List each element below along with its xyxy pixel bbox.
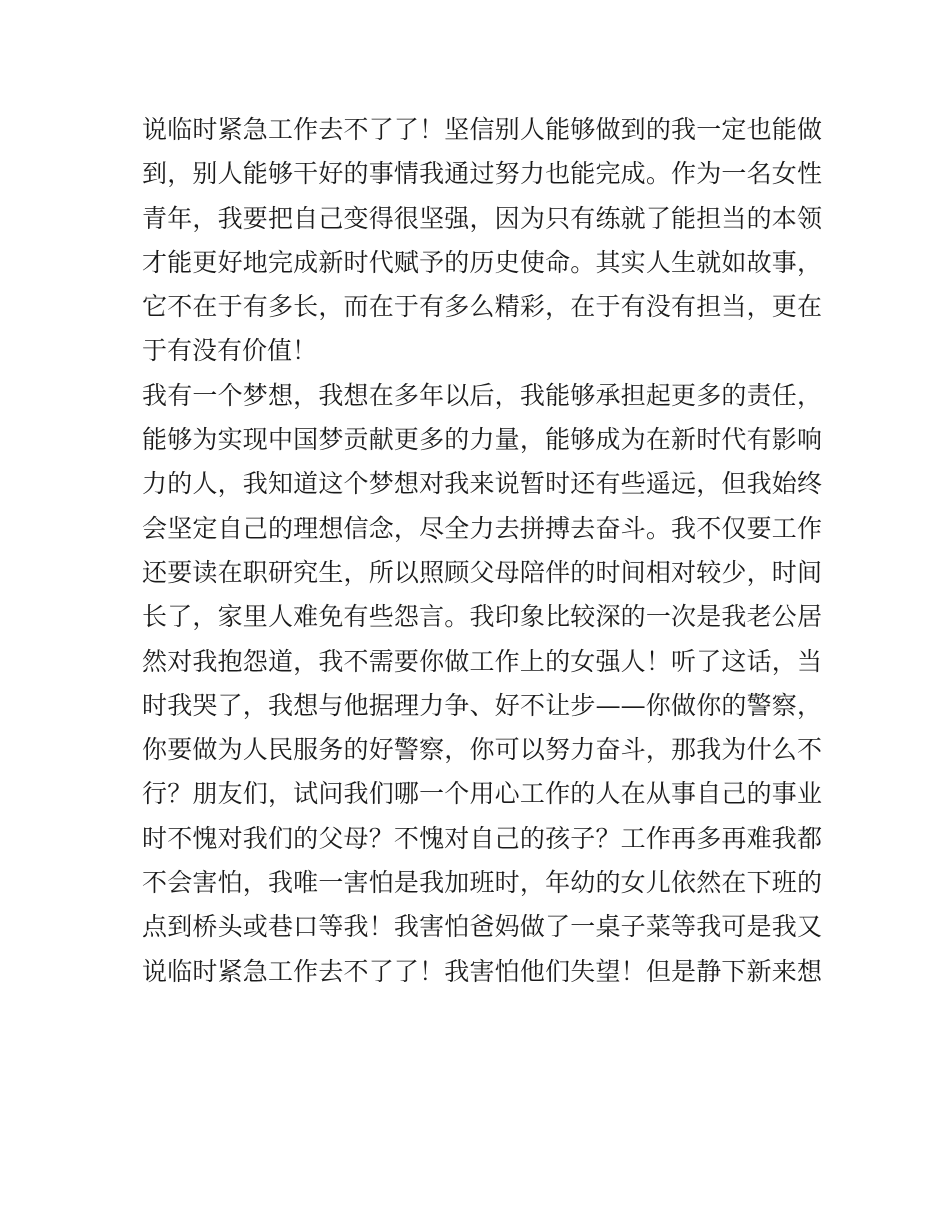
text-line: 时我哭了，我想与他据理力争、好不让步——你做你的警察， [142, 690, 822, 720]
text-line: 还要读在职研究生，所以照顾父母陪伴的时间相对较少，时间 [142, 557, 822, 587]
text-line: 到，别人能够干好的事情我通过努力也能完成。作为一名女性 [142, 159, 822, 189]
text-line: 然对我抱怨道，我不需要你做工作上的女强人！听了这话，当 [142, 646, 822, 676]
text-line: 你要做为人民服务的好警察，你可以努力奋斗，那我为什么不 [142, 735, 822, 765]
text-line: 不会害怕，我唯一害怕是我加班时，年幼的女儿依然在下班的 [142, 868, 822, 898]
text-line: 青年，我要把自己变得很坚强，因为只有练就了能担当的本领 [142, 203, 822, 233]
text-line: 我有一个梦想，我想在多年以后，我能够承担起更多的责任， [142, 380, 822, 410]
text-line: 力的人，我知道这个梦想对我来说暂时还有些遥远，但我始终 [142, 469, 822, 499]
text-line: 说临时紧急工作去不了了！我害怕他们失望！但是静下新来想 [142, 956, 822, 986]
body-text [142, 108, 822, 994]
text-line: 点到桥头或巷口等我！我害怕爸妈做了一桌子菜等我可是我又 [142, 912, 822, 942]
text-line: 长了，家里人难免有些怨言。我印象比较深的一次是我老公居 [142, 602, 822, 632]
text-line: 它不在于有多长，而在于有多么精彩，在于有没有担当，更在 [142, 292, 822, 322]
text-line: 会坚定自己的理想信念，尽全力去拼搏去奋斗。我不仅要工作 [142, 513, 822, 543]
text-line: 能够为实现中国梦贡献更多的力量，能够成为在新时代有影响 [142, 425, 822, 455]
text-line: 时不愧对我们的父母？不愧对自己的孩子？工作再多再难我都 [142, 823, 822, 853]
text-line: 于有没有价值！ [142, 336, 318, 366]
text-line: 才能更好地完成新时代赋予的历史使命。其实人生就如故事， [142, 247, 822, 277]
text-line: 说临时紧急工作去不了了！坚信别人能够做到的我一定也能做 [142, 115, 822, 144]
text-line: 行？朋友们，试问我们哪一个用心工作的人在从事自己的事业 [142, 779, 822, 809]
